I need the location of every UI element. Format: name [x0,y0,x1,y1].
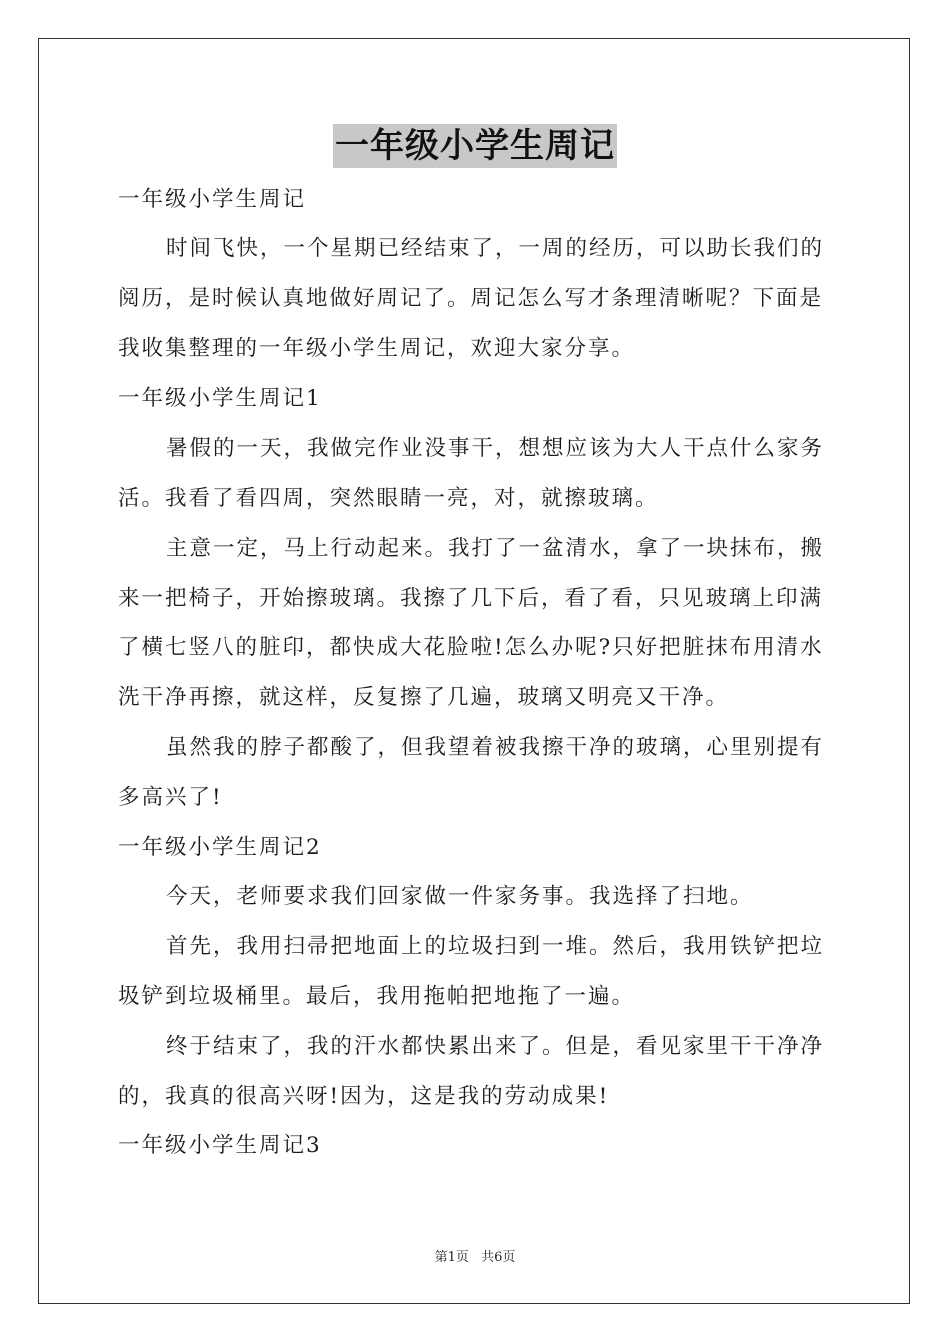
page-total: 共6页 [481,1250,516,1265]
intro-line: 阅历，是时候认真地做好周记了。周记怎么写才条理清晰呢？下面是 [118,286,824,311]
paragraph-line: 终于结束了，我的汗水都快累出来了。但是，看见家里干干净净 [166,1034,825,1059]
paragraph-line: 主意一定，马上行动起来。我打了一盆清水，拿了一块抹布，搬 [166,536,825,561]
paragraph-line: 洗干净再擦，就这样，反复擦了几遍，玻璃又明亮又干净。 [118,685,730,710]
paragraph-line: 来一把椅子，开始擦玻璃。我擦了几下后，看了看，只见玻璃上印满 [118,586,824,611]
paragraph-line: 首先，我用扫帚把地面上的垃圾扫到一堆。然后，我用铁铲把垃 [166,934,825,959]
intro-line: 时间飞快，一个星期已经结束了，一周的经历，可以助长我们的 [166,236,825,261]
paragraph-line: 圾铲到垃圾桶里。最后，我用拖帕把地拖了一遍。 [118,984,636,1009]
page-footer [0,1246,950,1265]
page-number: 第1页 [434,1250,469,1265]
title-container [0,124,950,168]
paragraph-line: 多高兴了! [118,785,223,810]
intro-line: 我收集整理的一年级小学生周记，欢迎大家分享。 [118,336,636,361]
section-heading: 一年级小学生周记2 [118,835,322,860]
paragraph-line: 虽然我的脖子都酸了，但我望着被我擦干净的玻璃，心里别提有 [166,735,825,760]
paragraph-line: 暑假的一天，我做完作业没事干，想想应该为大人干点什么家务 [166,436,825,461]
section-heading: 一年级小学生周记1 [118,386,322,411]
document-title: 一年级小学生周记 [335,126,615,166]
page-border [38,38,910,1304]
paragraph-line: 了横七竖八的脏印，都快成大花脸啦!怎么办呢?只好把脏抹布用清水 [118,635,824,660]
paragraph-line: 活。我看了看四周，突然眼睛一亮，对，就擦玻璃。 [118,486,659,511]
section-heading: 一年级小学生周记3 [118,1133,322,1158]
paragraph-line: 的，我真的很高兴呀!因为，这是我的劳动成果! [118,1084,610,1109]
paragraph-line: 今天，老师要求我们回家做一件家务事。我选择了扫地。 [166,884,754,909]
intro-heading: 一年级小学生周记 [118,187,307,212]
